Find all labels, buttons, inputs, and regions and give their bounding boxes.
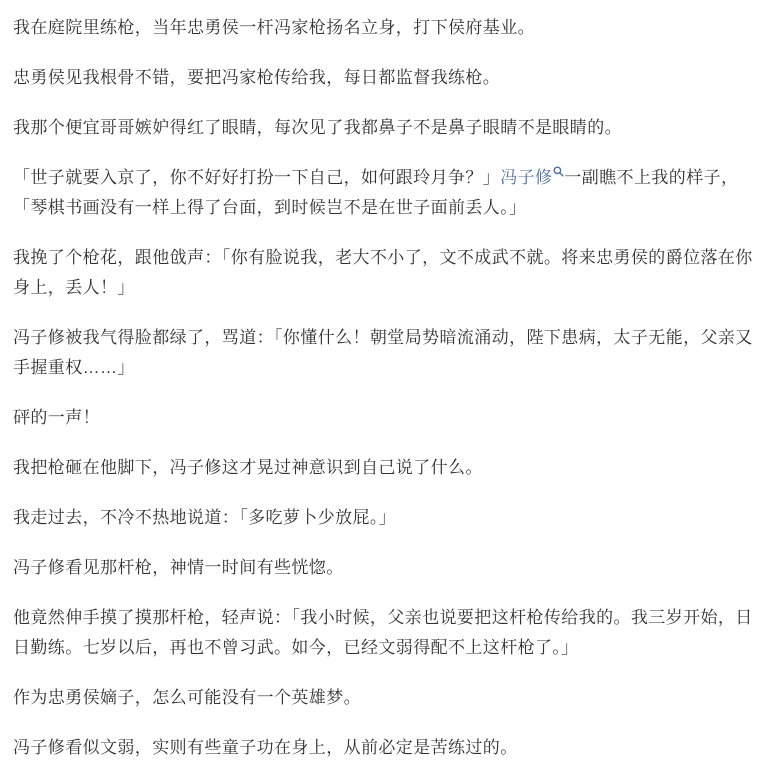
paragraph: 忠勇侯见我根骨不错，要把冯家枪传给我，每日都监督我练枪。 [13, 68, 501, 87]
paragraph-text: 一副瞧不上我的样子，「琴棋书画没有一样上得了台面，到时候岂不是在世子面前丢人。」 [13, 168, 739, 217]
entity-search-link[interactable] [500, 168, 564, 187]
search-icon [553, 166, 564, 177]
paragraph: 冯子修看似文弱，实则有些童子功在身上，从前必定是苦练过的。 [13, 738, 518, 757]
paragraph: 我那个便宜哥哥嫉妒得红了眼睛，每次见了我都鼻子不是鼻子眼睛不是眼睛的。 [13, 118, 622, 137]
paragraph: 我走过去，不冷不热地说道：「多吃萝卜少放屁。」 [13, 508, 397, 527]
paragraph: 我挽了个枪花，跟他戗声：「你有脸说我，老大不小了，文不成武不就。将来忠勇侯的爵位落在你身上，丢人！」 [13, 248, 753, 297]
paragraph: 我把枪砸在他脚下，冯子修这才晃过神意识到自己说了什么。 [13, 458, 483, 477]
entity-name: 冯子修 [500, 168, 553, 187]
paragraph-with-entity-link [13, 163, 754, 223]
paragraph: 冯子修看见那杆枪，神情一时间有些恍惚。 [13, 558, 344, 577]
paragraph: 砰的一声！ [13, 408, 100, 427]
paragraph: 作为忠勇侯嫡子，怎么可能没有一个英雄梦。 [13, 688, 361, 707]
paragraph: 我在庭院里练枪，当年忠勇侯一杆冯家枪扬名立身，打下侯府基业。 [13, 18, 535, 37]
paragraph-text: 「世子就要入京了，你不好好打扮一下自己，如何跟玲月争？」 [13, 168, 501, 187]
paragraph: 他竟然伸手摸了摸那杆枪，轻声说：「我小时候，父亲也说要把这杆枪传给我的。我三岁开始，日日勤练。七岁以后，再也不曾习武。如今，已经文弱得配不上这杆枪了。」 [13, 608, 753, 657]
paragraph: 冯子修被我气得脸都绿了，骂道：「你懂什么！朝堂局势暗流涌动，陛下患病，太子无能，父亲又手握重权……」 [13, 328, 753, 377]
